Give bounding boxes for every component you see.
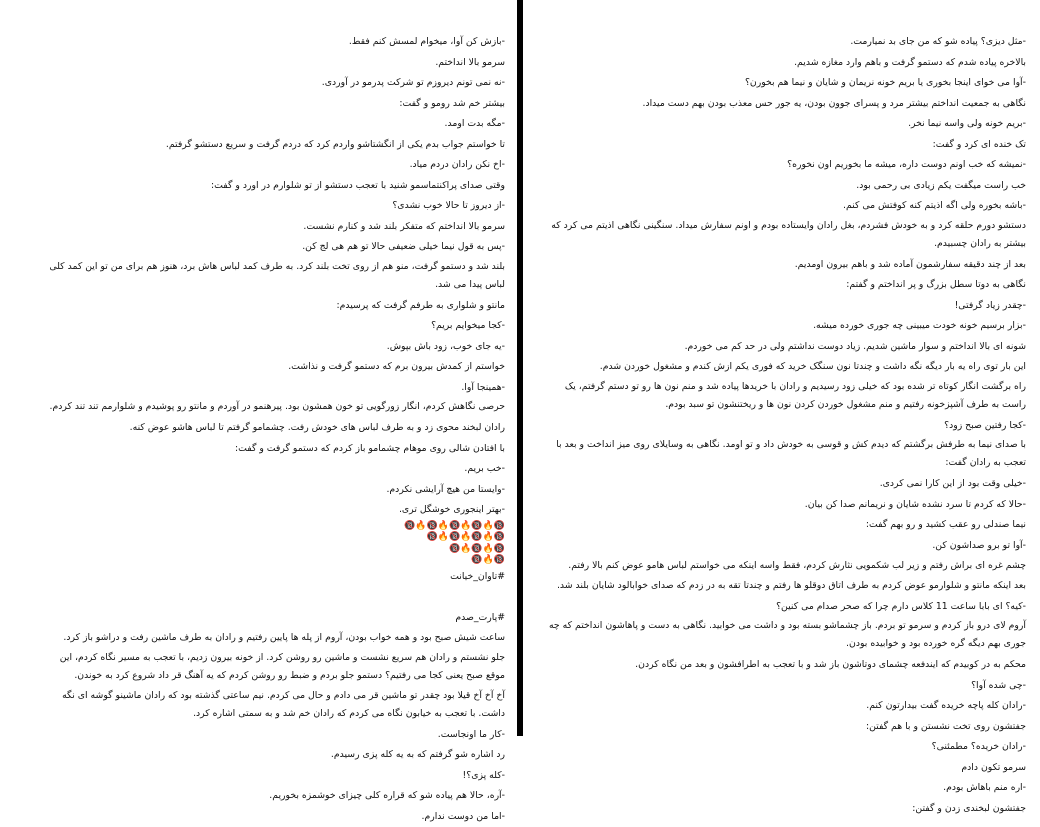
text-line: -بهتر اینجوری خوشگل تری. (40, 500, 505, 521)
text-line: -یه جای خوب، زود باش بپوش. (40, 337, 505, 358)
text-line: -وایستا من هیچ آرایشی نکردم. (40, 480, 505, 501)
text-line: رادان لبخند محوی زد و به طرف لباس های خودش رفت. چشمامو گرفتم تا لباس هاشو عوض کنه. (40, 418, 505, 439)
text-line: -از دیروز تا حالا خوب نشدی؟ (40, 196, 505, 217)
blank-line (40, 587, 505, 608)
text-line: تا خواستم جواب بدم یکی از انگشتاشو واردم کرد که دردم گرفت و سریع دستشو گرفتم. (40, 135, 505, 156)
text-line: جلو نشستم و رادان هم سریع نشست و ماشین رو روشن کرد. از خونه بیرون زدیم، با تعجب به مسیر نگاه کردم، این موقع صبح یعنی کجا می رفتیم؟ دستمو جلو بردم و ضبط رو روشن کردم که یه آهنگ قر داد شروع کرد به خوندن. (40, 649, 505, 687)
text-line: محکم به در کوبیدم که ایندفعه چشمای دوتاشون باز شد و با تعجب به اطرافشون و بعد من نگاه کردن. (545, 655, 1026, 676)
text-line: -اخ نکن رادان دردم میاد. (40, 155, 505, 176)
text-line: -کیه؟ ای بابا ساعت 11 کلاس دارم چرا که صحر صدام می کنین؟ (545, 597, 1026, 618)
text-line: ساعت شیش صبح بود و همه خواب بودن، آروم از پله ها پایین رفتیم و رادان به طرف ماشین رفت و دراشو باز کرد. (40, 628, 505, 649)
text-line: -خب بریم. (40, 459, 505, 480)
text-line: بیشتر خم شد رومو و گفت: (40, 94, 505, 115)
text-line: تک خنده ای کرد و گفت: (545, 135, 1026, 156)
text-line: -بریم خونه ولی واسه نیما نخر. (545, 114, 1026, 135)
text-line: -رادان خریده؟ مطمئنی؟ (545, 737, 1026, 758)
text-line: سرمو بالا انداختم که متفکر بلند شد و کنارم نشست. (40, 217, 505, 238)
text-line: خب راست میگفت یکم زیادی بی رحمی بود. (545, 176, 1026, 197)
text-line: جفتشون روی تخت نشستن و با هم گفتن: (545, 717, 1026, 738)
text-line: -آوا می خوای اینجا بخوری یا بریم خونه نریمان و شایان و نیما هم بخورن؟ (545, 73, 1026, 94)
text-line: بلند شد و دستمو گرفت، منو هم از روی تخت بلند کرد. به طرف کمد لباس هاش برد، هنوز هم برای من تو این کمد کلی لباس پیدا می شد. (40, 258, 505, 296)
text-line: -اره منم باهاش بودم. (545, 778, 1026, 799)
text-line: -آوا تو برو صداشون کن. (545, 536, 1026, 557)
text-line: -کجا رفتین صبح زود؟ (545, 416, 1026, 437)
text-line: -حالا که کردم تا سرد نشده شایان و نریمانم صدا کن بیان. (545, 495, 1026, 516)
text-line: بعد اینکه مانتو و شلوارمو عوض کردم به طرف اتاق دوقلو ها رفتم و چندتا تقه به در زدم که صدای خوابالود شایان بلند شد. (545, 577, 1026, 597)
text-line: مانتو و شلواری به طرفم گرفت که پرسیدم: (40, 296, 505, 317)
text-line: -نمیشه که خب اونم دوست داره، میشه ما بخوریم اون نخوره؟ (545, 155, 1026, 176)
text-line: -چقدر زیاد گرفتی! (545, 296, 1026, 317)
text-line: بالاخره پیاده شدم که دستمو گرفت و باهم وارد مغازه شدیم. (545, 53, 1026, 74)
text-line: نگاهی به جمعیت انداختم بیشتر مرد و پسرای جوون بودن، یه جور حس معذب بودن بهم دست میداد. (545, 94, 1026, 115)
text-line: -چی شده آوا؟ (545, 676, 1026, 697)
text-line: نگاهی به دوتا سطل بزرگ و پر انداختم و گفتم: (545, 275, 1026, 296)
left-page-text (40, 32, 505, 827)
emoji-row: 🔞🔥🔞 (40, 555, 505, 567)
text-line: -پس به قول نیما خیلی ضعیفی حالا تو هم هی لج کن. (40, 237, 505, 258)
text-line: -مثل دیزی؟ پیاده شو که من جای بد نمیارمت. (545, 32, 1026, 53)
text-line: حرصی نگاهش کردم، انگار زورگویی تو خون همشون بود. پیرهنمو در آوردم و مانتو رو پوشیدم و شلوارمم تند تند کردم. (40, 398, 505, 418)
emoji-row: 🔞🔥🔞🔥🔞🔥🔞🔥🔞 (40, 521, 505, 533)
text-line: بعد از چند دقیقه سفارشمون آماده شد و باهم بیرون اومدیم. (545, 255, 1026, 276)
text-line: -کجا میخوایم بریم؟ (40, 316, 505, 337)
text-line: -بزار برسیم خونه خودت میبینی چه جوری خورده میشه. (545, 316, 1026, 337)
text-line: شونه ای بالا انداختم و سوار ماشین شدیم. زیاد دوست نداشتم ولی در حد کم می خوردم. (545, 337, 1026, 358)
text-line: با صدای نیما به طرفش برگشتم که دیدم کش و قوسی به خودش داد و تو اومد. نگاهی به وسایلای روی میز انداخت و بعد با تعجب به رادان گفت: (545, 436, 1026, 474)
left-page (0, 0, 517, 736)
text-line: رد اشاره شو گرفتم که به یه کله پزی رسیدم. (40, 745, 505, 766)
text-line: وقتی صدای پراکنتماسمو شنید با تعجب دستشو از تو شلوارم در اورد و گفت: (40, 176, 505, 197)
text-line: -همینجا آوا. (40, 378, 505, 399)
text-line: این بار توی راه یه بار دیگه نگه داشت و چندتا نون سنگک خرید که فوری یکم ازش کندم و مشغول خوردن شدم. (545, 357, 1026, 378)
right-page-text (545, 32, 1026, 819)
text-line: دستشو دورم حلقه کرد و به خودش فشردم، بغل رادان وایستاده بودم و اونم سفارش میداد. سنگینی نگاهی اذیتم می کرد که بیشتر به رادان چسبیدم. (545, 217, 1026, 255)
text-line: #پارت_صدم (40, 608, 505, 629)
text-line: آروم لای درو باز کردم و سرمو تو بردم. باز چشماشو بسته بود و داشت می خوابید. نگاهی به دست و پاهاشون انداختم که چه جوری بهم دیگه گره خورده بود و خوابیده بودن. (545, 617, 1026, 655)
text-line: -باشه بخوره ولی اگه اذیتم کنه کوفتش می کنم. (545, 196, 1026, 217)
text-line: چشم غره ای براش رفتم و زیر لب شکمویی نثارش کردم، فقط واسه اینکه می خواستم لباس هامو عوض کنم بالا رفتم. (545, 556, 1026, 577)
text-line: سرمو تکون دادم (545, 758, 1026, 779)
text-line: -رادان کله پاچه خریده گفت بیدارتون کنم. (545, 696, 1026, 717)
text-line: نیما صندلی رو عقب کشید و رو بهم گفت: (545, 515, 1026, 536)
text-line: -آره، حالا هم پیاده شو که قراره کلی چیزای خوشمزه بخوریم. (40, 786, 505, 807)
text-line: #تاوان_خیانت (40, 567, 505, 588)
text-line: سرمو بالا انداختم. (40, 53, 505, 74)
text-line: -مگه بدت اومد. (40, 114, 505, 135)
text-line: خواستم از کمدش بیرون برم که دستمو گرفت و نذاشت. (40, 357, 505, 378)
text-line: -خیلی وقت بود از این کارا نمی کردی. (545, 474, 1026, 495)
text-line: با افتادن شالی روی موهام چشمامو باز کردم که دستمو گرفت و گفت: (40, 439, 505, 460)
text-line: جفتشون لبخندی زدن و گفتن: (545, 799, 1026, 820)
text-line: آخ آخ آخ قیلا بود چقدر تو ماشین قر می دادم و حال می کردم. نیم ساعتی گذشته بود که رادان ماشینو گوشه ای نگه داشت. با تعجب به خیابون نگاه می کردم که رادان خم شد و به سمتی اشاره کرد. (40, 687, 505, 725)
text-line: -اما من دوست ندارم. (40, 807, 505, 827)
text-line: -کار ما اونجاست. (40, 725, 505, 746)
text-line: -بازش کن آوا، میخوام لمسش کنم فقط. (40, 32, 505, 53)
right-page (523, 0, 1040, 736)
emoji-row: 🔞🔥🔞🔥🔞 (40, 544, 505, 556)
text-line: -نه نمی تونم دیروزم تو شرکت پدرمو در آوردی. (40, 73, 505, 94)
text-line: -کله پزی؟! (40, 766, 505, 787)
emoji-row: 🔞🔥🔞🔥🔞🔥🔞 (40, 532, 505, 544)
text-line: راه برگشت انگار کوتاه تر شده بود که خیلی زود رسیدیم و رادان با خریدها پیاده شد و منم نون ها رو تو دستم گرفتم، یک راست به طرف آشپزخونه رفتیم و منم مشغول خوردن کردن نون ها و ریختنشون تو سبد بودم. (545, 378, 1026, 416)
